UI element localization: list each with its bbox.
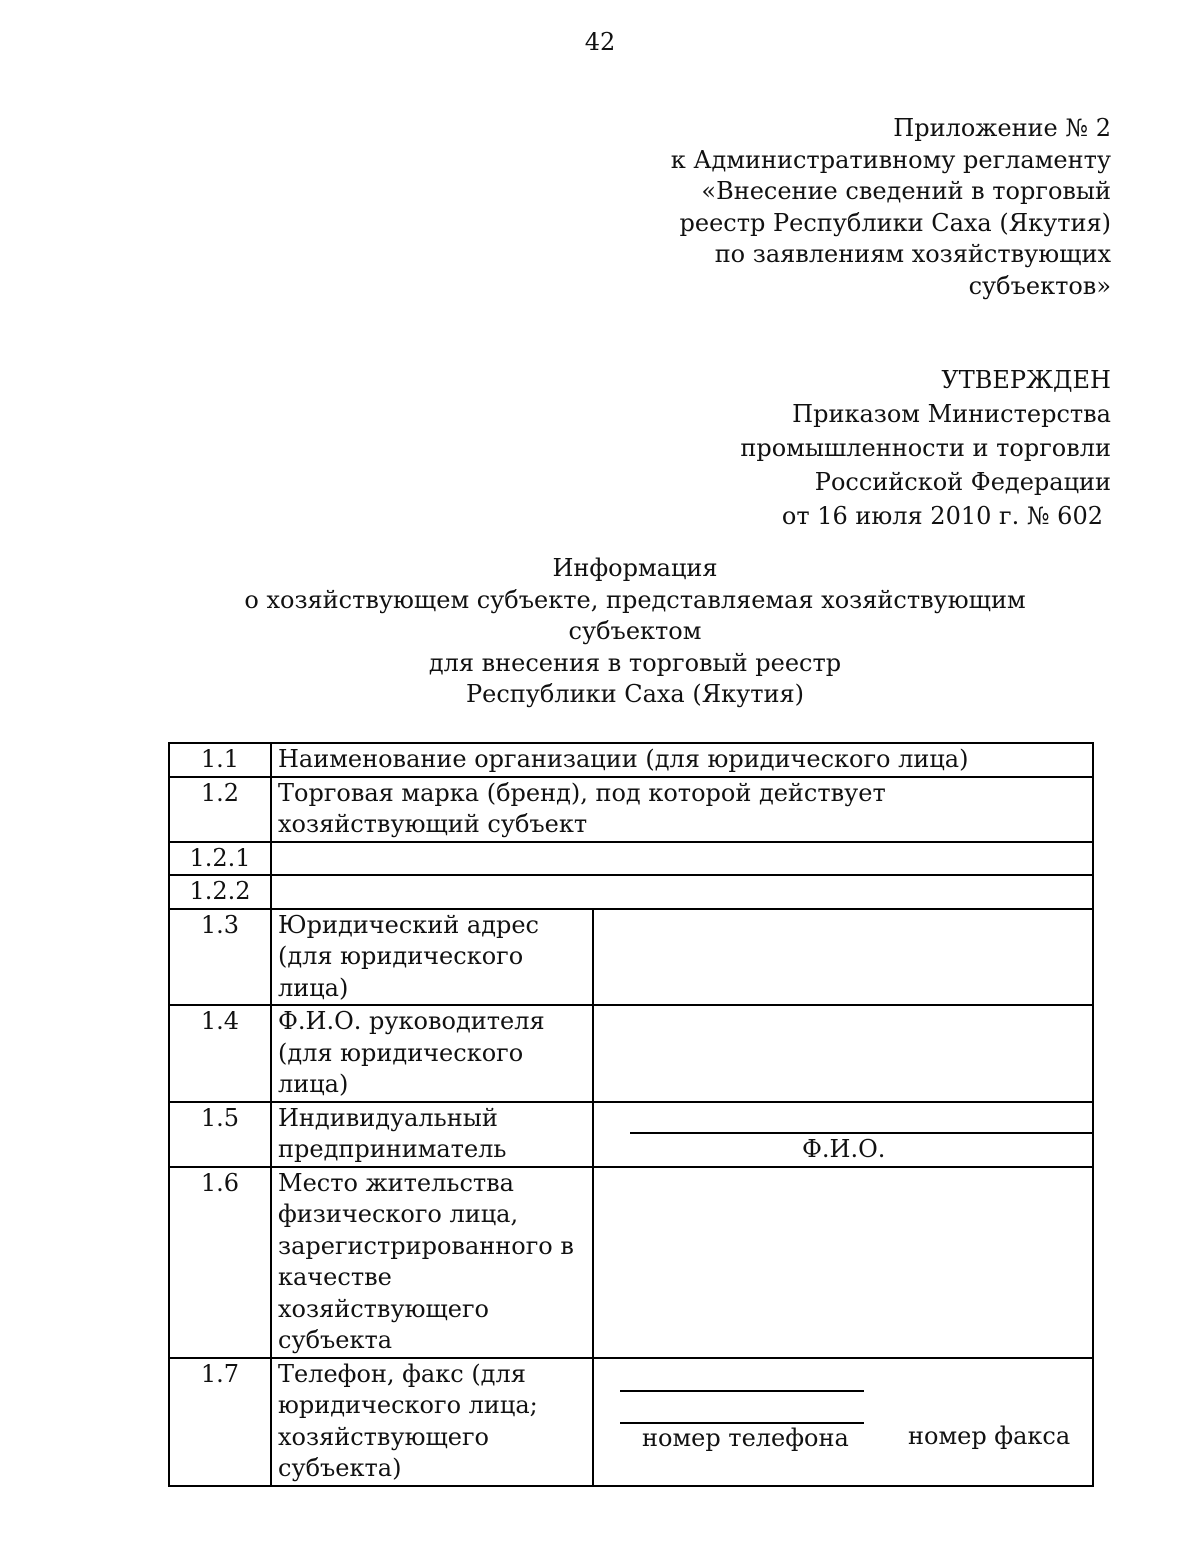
document-title	[0, 553, 1200, 711]
row-label: Юридический адрес (для юридического лица)	[271, 909, 593, 1006]
appendix-line: субъектов»	[968, 271, 1111, 300]
row-number: 1.4	[169, 1005, 271, 1102]
director-name-field[interactable]	[593, 1005, 1093, 1102]
title-line: для внесения в торговый реестр	[428, 648, 842, 677]
approved-line: промышленности и торговли	[740, 434, 1111, 462]
title-line: субъектом	[568, 617, 702, 645]
appendix-line: Приложение № 2	[893, 114, 1111, 142]
legal-address-field[interactable]	[593, 909, 1093, 1006]
table-row	[169, 1102, 1093, 1167]
title-line: о хозяйствующем субъекте, представляемая хозяйствующим	[244, 585, 1026, 614]
brand-value-field[interactable]	[271, 875, 1093, 909]
table-row	[169, 1167, 1093, 1358]
fio-caption: Ф.И.О.	[802, 1134, 886, 1163]
appendix-line: реестр Республики Саха (Якутия)	[679, 208, 1111, 237]
approval-stamp-text	[740, 363, 1111, 533]
row-number: 1.2.1	[169, 842, 271, 876]
row-label: Торговая марка (бренд), под которой действует хозяйствующий субъект	[271, 777, 1093, 842]
brand-value-field[interactable]	[271, 842, 1093, 876]
residence-field[interactable]	[593, 1167, 1093, 1358]
page-number: 42	[584, 28, 616, 56]
phone-line	[620, 1390, 864, 1392]
row-number: 1.6	[169, 1167, 271, 1358]
row-number: 1.1	[169, 743, 271, 777]
row-number: 1.5	[169, 1102, 271, 1167]
table-row	[169, 842, 1093, 876]
row-label: Индивидуальный предприниматель	[271, 1102, 593, 1167]
table-row	[169, 743, 1093, 777]
row-number: 1.2.2	[169, 875, 271, 909]
signature-line	[630, 1166, 1094, 1168]
appendix-header	[671, 113, 1111, 302]
table-row	[169, 777, 1093, 842]
appendix-line: к Административному регламенту	[670, 145, 1111, 174]
approved-line: УТВЕРЖДЕН	[941, 366, 1111, 394]
table-row	[169, 1358, 1093, 1486]
entrepreneur-name-field[interactable]	[593, 1102, 1093, 1167]
fax-caption: номер факса	[908, 1421, 1071, 1450]
row-label: Наименование организации (для юридического лица)	[271, 743, 1093, 777]
approved-line: Приказом Министерства	[792, 400, 1111, 428]
row-label: Ф.И.О. руководителя (для юридического лица)	[271, 1005, 593, 1102]
info-form-table	[168, 742, 1094, 1487]
appendix-line: по заявлениям хозяйствующих	[714, 240, 1111, 268]
phone-caption: номер телефона	[642, 1423, 849, 1452]
phone-fax-field[interactable]	[593, 1358, 1093, 1486]
approved-line: от 16 июля 2010 г. № 602	[781, 502, 1103, 530]
table-row	[169, 875, 1093, 909]
row-number: 1.7	[169, 1358, 271, 1486]
row-label: Место жительства физического лица, зарегистрированного в качестве хозяйствующего субъекта	[271, 1167, 593, 1358]
table-row	[169, 1005, 1093, 1102]
title-line: Республики Саха (Якутия)	[465, 680, 804, 708]
title-line: Информация	[552, 554, 718, 582]
approved-line: Российской Федерации	[814, 468, 1111, 496]
appendix-line: «Внесение сведений в торговый	[701, 177, 1111, 205]
row-number: 1.2	[169, 777, 271, 842]
row-number: 1.3	[169, 909, 271, 1006]
row-label: Телефон, факс (для юридического лица; хозяйствующего субъекта)	[271, 1358, 593, 1486]
table-row	[169, 909, 1093, 1006]
